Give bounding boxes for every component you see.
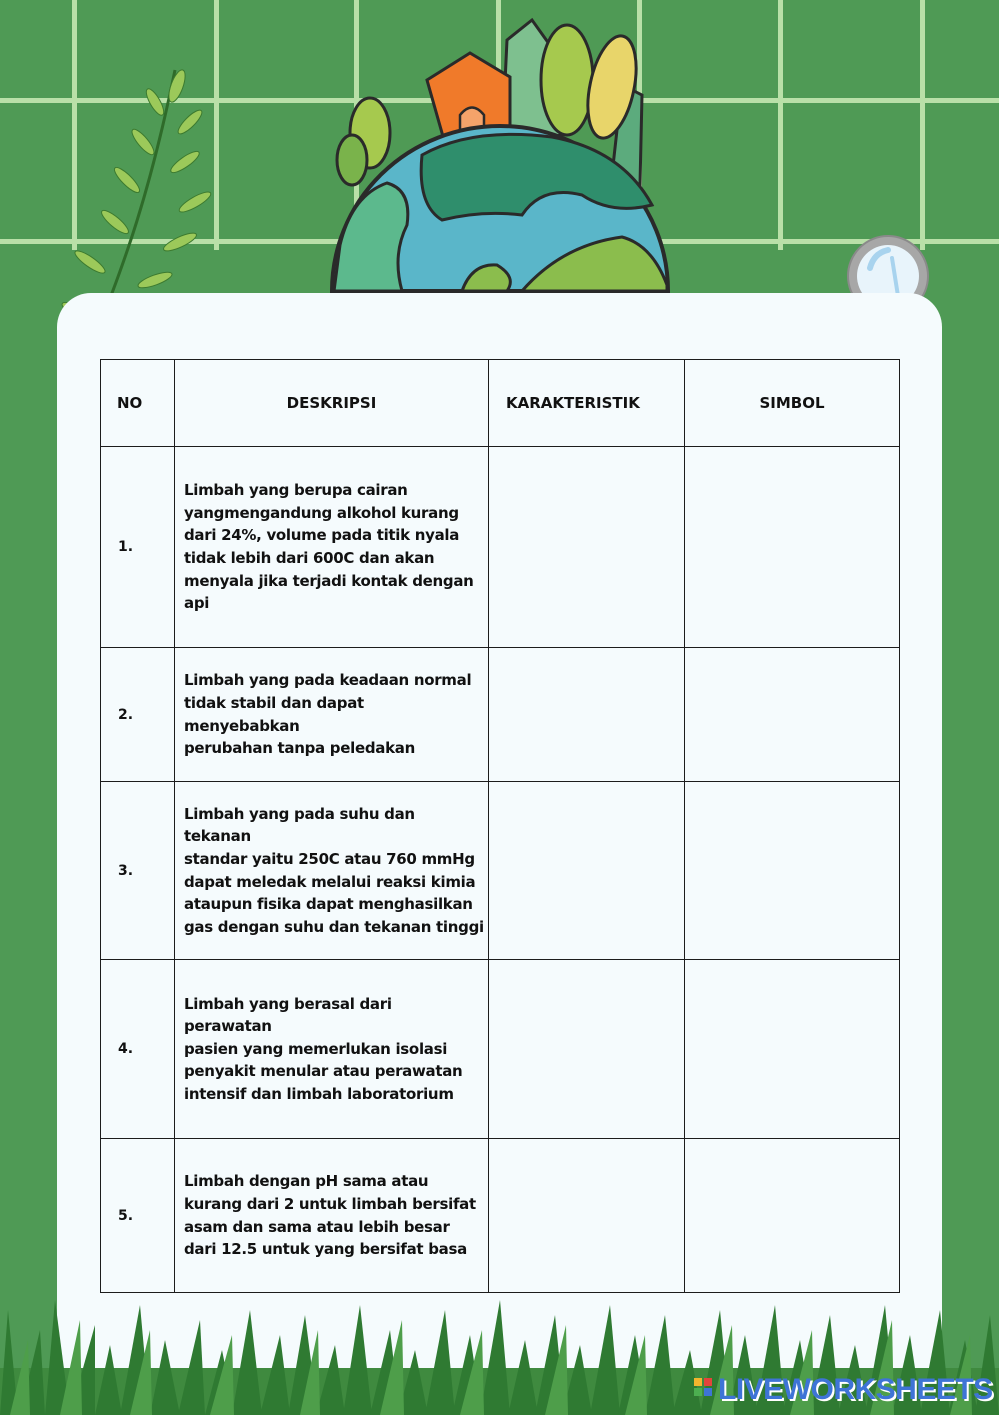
row-number: 2.: [101, 648, 175, 782]
table-row: [101, 960, 900, 1139]
liveworksheets-logo: [693, 1372, 993, 1408]
header-karakteristik: KARAKTERISTIK: [489, 360, 685, 447]
karakteristik-answer-cell[interactable]: [489, 1139, 685, 1293]
karakteristik-answer-cell[interactable]: [489, 782, 685, 960]
row-description: Limbah yang berupa cairan yangmengandung alkohol kurang dari 24%, volume pada titik nyala tidak lebih dari 600C dan akan menyala jika terjadi kontak dengan api: [175, 447, 489, 648]
row-description: Limbah dengan pH sama atau kurang dari 2 untuk limbah bersifat asam dan sama atau lebih besar dari 12.5 untuk yang bersifat basa: [175, 1139, 489, 1293]
karakteristik-answer-cell[interactable]: [489, 447, 685, 648]
row-number: 1.: [101, 447, 175, 648]
karakteristik-answer-cell[interactable]: [489, 960, 685, 1139]
simbol-answer-cell[interactable]: [685, 960, 900, 1139]
row-number: 4.: [101, 960, 175, 1139]
table-row: [101, 447, 900, 648]
liveworksheets-logo-icon: [693, 1376, 715, 1404]
liveworksheets-logo-text: LIVEWORKSHEETS: [718, 1373, 993, 1406]
globe-with-house-and-trees-illustration: [322, 15, 677, 295]
row-number: 5.: [101, 1139, 175, 1293]
row-description: Limbah yang pada keadaan normal tidak stabil dan dapat menyebabkan perubahan tanpa peledakan: [175, 648, 489, 782]
karakteristik-answer-cell[interactable]: [489, 648, 685, 782]
table-header-row: [101, 360, 900, 447]
header-deskripsi: DESKRIPSI: [175, 360, 489, 447]
row-number: 3.: [101, 782, 175, 960]
table-row: [101, 648, 900, 782]
header-simbol: SIMBOL: [685, 360, 900, 447]
row-description: Limbah yang pada suhu dan tekanan standar yaitu 250C atau 760 mmHg dapat meledak melalui reaksi kimia ataupun fisika dapat menghasilkan gas dengan suhu dan tekanan tinggi: [175, 782, 489, 960]
header-no: NO: [101, 360, 175, 447]
simbol-answer-cell[interactable]: [685, 782, 900, 960]
row-description: Limbah yang berasal dari perawatan pasien yang memerlukan isolasi penyakit menular atau perawatan intensif dan limbah laboratorium: [175, 960, 489, 1139]
waste-characteristics-table: [100, 359, 900, 1293]
simbol-answer-cell[interactable]: [685, 1139, 900, 1293]
table-row: [101, 782, 900, 960]
simbol-answer-cell[interactable]: [685, 648, 900, 782]
simbol-answer-cell[interactable]: [685, 447, 900, 648]
table-row: [101, 1139, 900, 1293]
